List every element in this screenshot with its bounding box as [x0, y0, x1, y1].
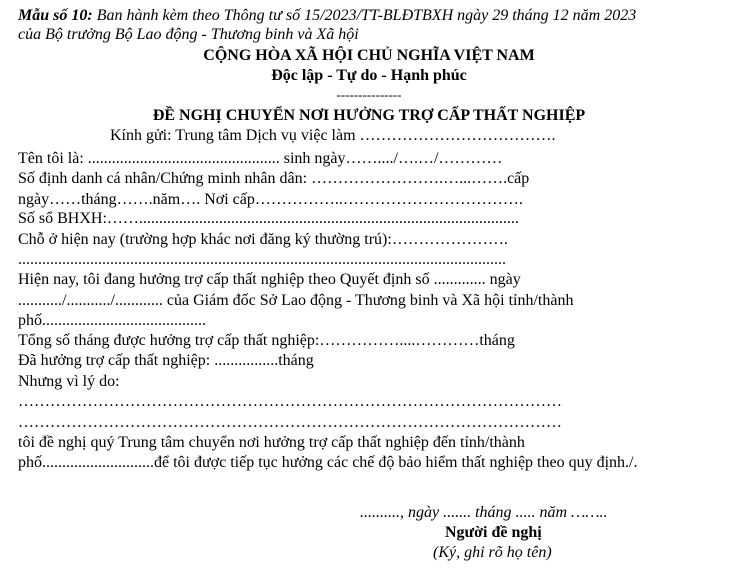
recipient-line: Kính gửi: Trung tâm Dịch vụ việc làm ……………………………….	[110, 127, 556, 144]
body-line-city: phố.........................................	[18, 312, 206, 329]
body-line-id-number: Số định danh cá nhân/Chứng minh nhân dân: …………………….…...…….cấp	[18, 170, 530, 187]
signature-date: .........., ngày ....... tháng ..... năm ……..	[360, 504, 608, 521]
form-label: Mẫu số 10:	[18, 7, 93, 24]
form-issued-line-2: của Bộ trưởng Bộ Lao động - Thương binh và Xã hội	[18, 26, 359, 43]
form-issued-text: Ban hành kèm theo Thông tư số 15/2023/TT-BLĐTBXH ngày 29 tháng 12 năm 2023	[92, 7, 637, 24]
body-line-decision-date: .........../.........../............ của Giám đốc Sở Lao động - Thương binh và Xã hội tỉnh/thành	[18, 292, 574, 309]
body-line-request-continued: phố............................để tôi được tiếp tục hưởng các chế độ bảo hiểm thất nghiệp theo quy định./.	[18, 454, 638, 471]
form-reference	[18, 6, 730, 26]
header-divider: ---------------	[336, 87, 402, 102]
body-line-current-address: Chỗ ở hiện nay (trường hợp khác nơi đăng ký thường trú):………………….	[18, 231, 508, 248]
document-title: ĐỀ NGHỊ CHUYỂN NƠI HƯỞNG TRỢ CẤP THẤT NGHIỆP	[152, 107, 586, 124]
national-title: CỘNG HÒA XÃ HỘI CHỦ NGHĨA VIỆT NAM	[203, 47, 535, 64]
body-line-social-insurance: Số sổ BHXH:……...............................................................................................	[18, 210, 519, 227]
body-line-reason-1: …………………………………………………………………………………………	[18, 393, 562, 410]
body-line-request: tôi đề nghị quý Trung tâm chuyển nơi hưởng trợ cấp thất nghiệp đến tỉnh/thành	[18, 434, 525, 451]
body-line-reason-label: Nhưng vì lý do:	[18, 373, 120, 390]
signature-note: (Ký, ghi rõ họ tên)	[433, 544, 552, 561]
body-line-reason-2: …………………………………………………………………………………………	[18, 414, 562, 431]
body-line-months-received: Đã hưởng trợ cấp thất nghiệp: ................tháng	[18, 352, 314, 369]
signature-role: Người đề nghị	[445, 524, 542, 541]
body-line-name-dob: Tên tôi là: ................................................ sinh ngày……..../….…/…………	[18, 150, 503, 167]
body-line-total-months: Tổng số tháng được hưởng trợ cấp thất nghiệp:……………....…………tháng	[18, 332, 515, 349]
national-motto: Độc lập - Tự do - Hạnh phúc	[271, 67, 467, 84]
body-line-decision: Hiện nay, tôi đang hưởng trợ cấp thất nghiệp theo Quyết định số ............. ngày	[18, 271, 521, 288]
body-line-issue-date-place: ngày……tháng…….năm…. Nơi cấp……………..…………………………….	[18, 191, 523, 208]
body-line-address-continued: ..........................................................................................................................	[18, 251, 506, 268]
